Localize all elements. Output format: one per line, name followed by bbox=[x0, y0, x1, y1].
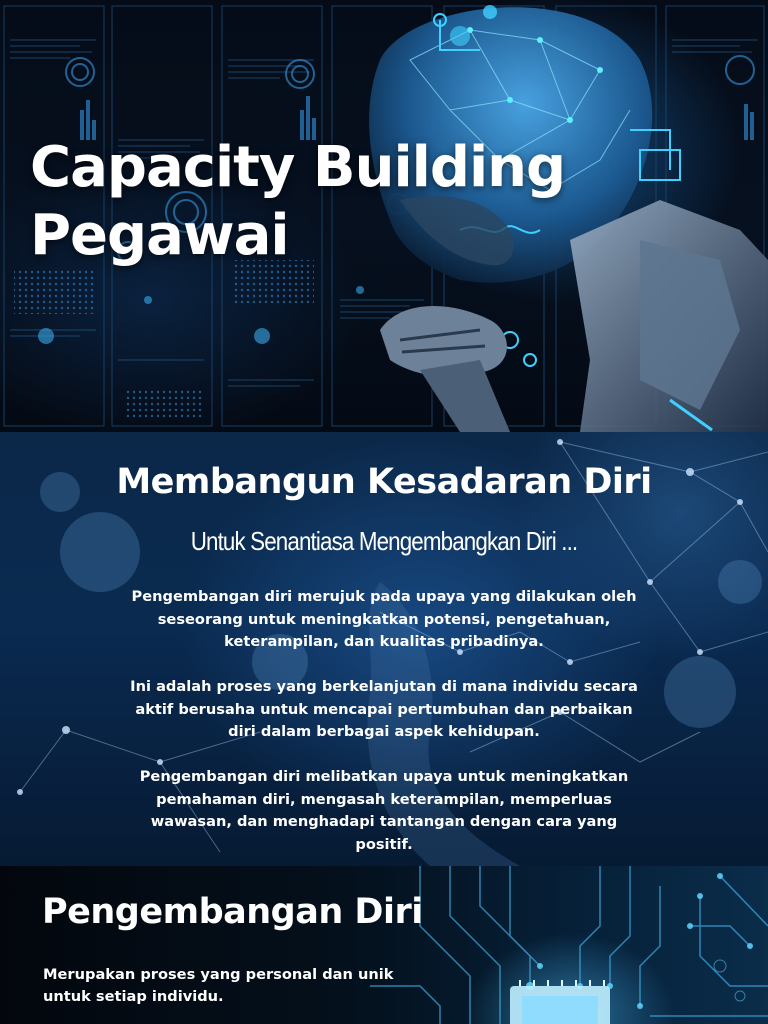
self-development-text: Merupakan proses yang personal dan unik untuk setiap individu. bbox=[43, 966, 394, 1005]
awareness-section bbox=[0, 432, 768, 866]
awareness-paragraph: Pengembangan diri merujuk pada upaya yang dilakukan oleh seseorang untuk meningkatkan potensi, pengetahuan, keterampilan, dan kualitas pribadinya. bbox=[131, 588, 637, 650]
awareness-title: Membangun Kesadaran Diri bbox=[116, 462, 652, 502]
hero-title-line1: Capacity Building bbox=[30, 135, 566, 200]
self-development-section bbox=[0, 866, 768, 1024]
self-development-title: Pengembangan Diri bbox=[42, 892, 423, 932]
awareness-paragraph: Ini adalah proses yang berkelanjutan di mana individu secara aktif berusaha untuk mencapai pertumbuhan dan perbaikan diri dalam berbagai aspek kehidupan. bbox=[130, 678, 638, 740]
awareness-subtitle: Untuk Senantiasa Mengembangkan Diri ... bbox=[190, 526, 578, 556]
awareness-body bbox=[120, 586, 648, 856]
awareness-paragraph: Pengembangan diri melibatkan upaya untuk meningkatkan pemahaman diri, mengasah keterampilan, memperluas wawasan, dan menghadapi tantangan dengan cara yang positif. bbox=[139, 768, 629, 853]
microchip-icon bbox=[500, 976, 620, 1024]
hero-section bbox=[0, 0, 768, 432]
hero-title bbox=[30, 134, 630, 270]
hero-title-line2: Pegawai bbox=[30, 203, 289, 268]
